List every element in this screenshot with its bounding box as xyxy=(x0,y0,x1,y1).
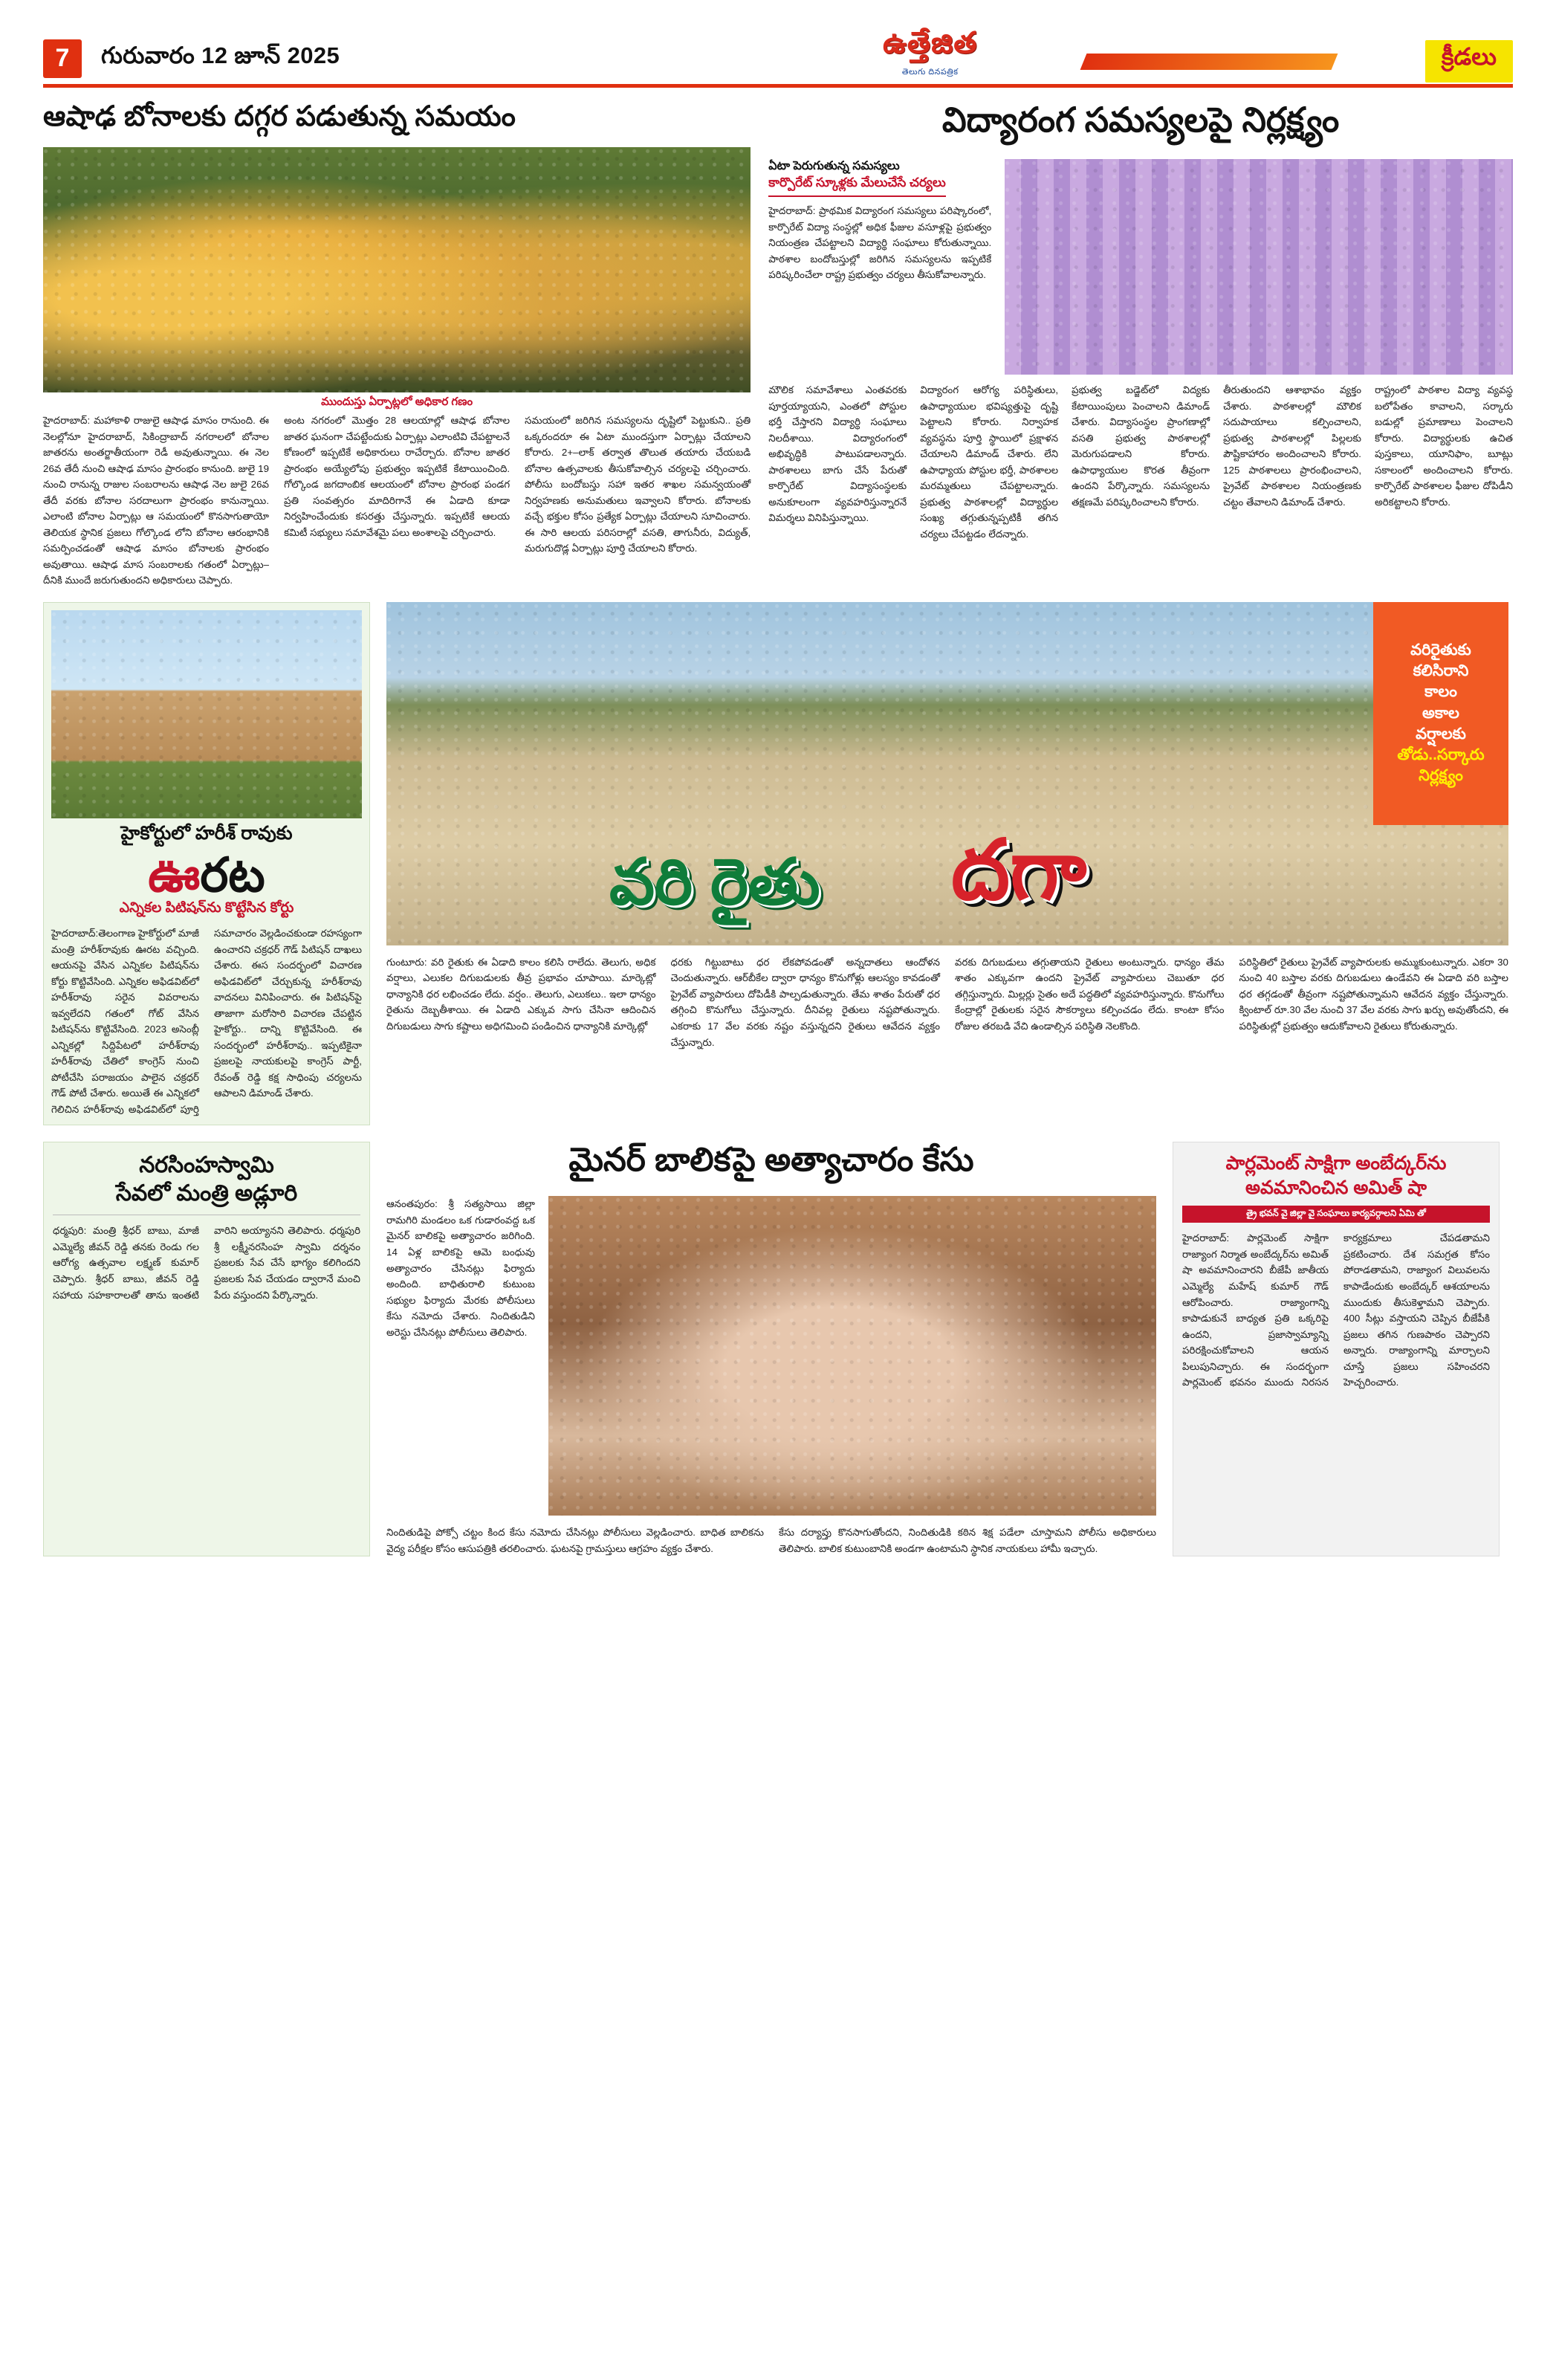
education-lead: హైదరాబాద్: ప్రాథమిక విద్యారంగ సమస్యలు పరిష్కారంలో, కార్పొరేట్ విద్యా సంస్థల్లో అధిక ఫీజుల వసూళ్లపై ప్రభుత్వం నియంత్రణ చేపట్టాలని విద్యార్థి సంఘాలు కోరుతున్నాయి. పాఠశాల బందోబస్తుల్లో జరిగిన సమస్యలను ఇప్పటికే పరిష్కరించేలా రాష్ట్ర ప్రభుత్వం చర్యలు తీసుకోవాలన్నారు. xyxy=(768,205,992,281)
logo-title: ఉత్తేజిత xyxy=(883,27,978,59)
farmer-sidebar xyxy=(1373,602,1508,825)
farmer-title-red: దగా xyxy=(951,823,1087,916)
story-farmer xyxy=(386,602,1508,1126)
section-label: క్రీడలు xyxy=(1425,40,1513,83)
harish-body: హైదరాబాద్:తెలంగాణ హైకోర్టులో మాజీ మంత్రి హరీశ్‌రావుకు ఊరట వచ్చింది. ఆయనపై వేసిన ఎన్నికల పిటిషన్‌ను కోర్టు కొట్టివేసింది. ఎన్నికల అఫిడవిట్‌లో హరీశ్‌రావు సరైన వివరాలను ఇవ్వలేదని గతంలో గోట్ వేసిన పిటిషన్‌ను కొట్టివేసింది. 2023 అసెంబ్లీ ఎన్నికల్లో సిద్దిపేటలో హరీశ్‌రావు హరీశ్‌రావు చేతిలో కాంగ్రెస్ నుంచి పోటీచేసి పరాజయం పాలైన చక్రధర్ గౌడ్ పోటీ చేశారు. అయితే ఈ ఎన్నికలో గెలిచిన హరీశ్‌రావు అఫిడవిట్‌లో పూర్తి సమాచారం వెల్లడించకుండా రహస్యంగా ఉంచారని చక్రధర్ గౌడ్ పిటిషన్ దాఖలు చేశారు. ఈస సందర్భంలో విచారణ అఫిడవిట్‌లో చేర్చుకున్న హరీశ్‌రావు వాదనలు వినిపించారు. ఈ పిటిషన్‌పై తాజాగా మరోసారి విచారణ చేపట్టిన హైకోర్టు.. దాన్ని కొట్టివేసింది. ఈ సందర్భంలో హరీశ్‌రావు.. ఇప్పటికైనా ప్రజలపై నాయకులపై కాంగ్రెస్ పార్టీ, రేవంత్ రెడ్డి కక్ష సాధింపు చర్యలను ఆపాలని డిమాండ్ చేశారు. xyxy=(51,928,362,1115)
story-minor xyxy=(386,1142,1156,1556)
farmer-col-3: వరకు దిగుబడులు తగ్గుతాయని రైతులు అంటున్నారు. ధాన్యం తేమ శాతం ఎక్కువగా ఉందని ప్రైవేట్ వ్యాపారులు చెబుతూ ధర తగ్గిస్తున్నారు. మిల్లర్లు సైతం అదే పద్ధతిలో వ్యవహరిస్తున్నారు. కొనుగోలు కేంద్రాల్లో రైతులకు సరైన సౌకర్యాలు కల్పించడం లేదు. కాంటా కోసం రోజుల తరబడి వేచి ఉండాల్సిన పరిస్థితి నెలకొంది. xyxy=(955,956,1225,1032)
story-bonalu xyxy=(43,97,751,589)
minor-photo xyxy=(548,1196,1156,1516)
top-stories-row xyxy=(43,97,1513,589)
harish-headline-part2: రట xyxy=(200,847,265,902)
farmer-sidebar-line-1: వరిరైతుకు xyxy=(1410,641,1471,659)
farmer-col-4: పరిస్థితిలో రైతులు ప్రైవేట్ వ్యాపారులకు అమ్ముకుంటున్నారు. ఎకరా 30 నుంచి 40 బస్తాల వరకు దిగుబడులు ఉండేవని ఈ ఏడాది వరి బస్తాల ధర తగ్గడంతో తీవ్రంగా నష్టపోతున్నామని ఆవేదన వ్యక్తం చేస్తున్నారు. క్వింటాల్ రూ.30 వేల నుంచి 37 వేల వరకు సాగు ఖర్చు అవుతోందని, ఈ పరిస్థితుల్లో ప్రభుత్వం ఆదుకోవాలని రైతులు కోరుతున్నారు. xyxy=(1239,956,1508,1032)
farmer-sidebar-line-2: కలిసిరాని xyxy=(1413,662,1469,680)
education-headline: విద్యారంగ సమస్యలపై నిర్లక్ష్యం xyxy=(941,100,1340,139)
education-col-2: విద్యారంగ ఆరోగ్య పరిస్థితులు, ఉపాధ్యాయుల భవిష్యత్తుపై దృష్టి పెట్టాలని కోరారు. నిర్వాహక వ్యవస్థను పూర్తి స్థాయిలో ప్రక్షాళన చేయాలని డిమాండ్ చేశారు. లేని ఉపాధ్యాయ పోస్టుల భర్తీ, పాఠశాలల మరమ్మతులు చేపట్టాలన్నారు. ప్రభుత్వ పాఠశాలల్లో విద్యార్థుల సంఖ్య తగ్గుతున్నప్పటికీ తగిన చర్యలు చేపట్టడం లేదన్నారు. xyxy=(920,384,1059,540)
bottom-stories-row xyxy=(43,1142,1513,1556)
story-minister xyxy=(43,1142,370,1556)
masthead xyxy=(43,27,1513,88)
newspaper-page xyxy=(0,27,1556,2380)
education-sub2: కార్పొరేట్ స్కూళ్లకు మేలుచేసే చర్యలు xyxy=(768,175,946,197)
minister-headline-line2: సేవలో మంత్రి అడ్లూరి xyxy=(115,1180,298,1206)
farmer-sidebar-line-5: వర్షాలకు xyxy=(1416,725,1466,743)
amit-body: హైదరాబాద్: పార్లమెంట్ సాక్షిగా రాజ్యాంగ నిర్మాత అంబేద్కర్‌ను అమిత్ షా అవమానించారని బీజేపీ జాతీయ ఎమ్మెల్యే మహేష్ కుమార్ గౌడ్ ఆరోపించారు. రాజ్యాంగాన్ని కాపాడుకునే బాధ్యత ప్రతి ఒక్కరిపై ఉందని, ప్రజాస్వామ్యాన్ని పరిరక్షించుకోవాలని ఆయన పిలుపునిచ్చారు. ఈ సందర్భంగా పార్లమెంట్ భవనం ముందు నిరసన కార్యక్రమాలు చేపడతామని ప్రకటించారు. దేశ సమగ్రత కోసం పోరాడతామని, రాజ్యాంగ విలువలను కాపాడేందుకు అంబేద్కర్ ఆశయాలను ముందుకు తీసుకెళ్తామని చెప్పారు. 400 సీట్లు వస్తాయని చెప్పిన బీజేపీకి ప్రజలు తగిన గుణపాఠం చెప్పారని అన్నారు. రాజ్యాంగాన్ని మార్చాలని చూస్తే ప్రజలు సహించరని హెచ్చరించారు. xyxy=(1182,1232,1490,1388)
farmer-banner xyxy=(386,602,1508,945)
farmer-title-green: వరి రైతు xyxy=(609,846,820,918)
education-intro xyxy=(768,159,991,375)
bonalu-photo xyxy=(43,147,751,392)
story-harish xyxy=(43,602,370,1126)
bonalu-col-3: సమయంలో జరిగిన సమస్యలను దృష్టిలో పెట్టుకుని.. ప్రతి ఒక్కరందరూ ఈ ఏటా ముందస్తుగా ఏర్పాట్లు చేయాలని కోరారు. 2+–లాక్ తర్వాత తొలుత తయారు చేయబడి బోనాల ఉత్సవాలకు తీసుకోవాల్సిన చర్యలపై చర్చించారు. పోలీసు బందోబస్తు సహా ఇతర శాఖల సమన్వయంతో నిర్వహణకు అనుమతులు ఇవ్వాలని కోరారు. బోనాలకు వచ్చే భక్తుల కోసం ప్రత్యేక ఏర్పాట్లు చేయాలని సూచించారు. ఈ సారి ఆలయ పరిసరాల్లో వసతి, తాగునీరు, విద్యుత్, మరుగుదొడ్ల ఏర్పాట్లు పూర్తి చేయాలని కోరారు. xyxy=(525,415,751,554)
farmer-sidebar-line-7: నిర్లక్ష్యం xyxy=(1419,767,1463,785)
minister-headline-line1: నరసింహస్వామి xyxy=(139,1153,274,1178)
farmer-sidebar-line-6: తోడు..సర్కారు xyxy=(1397,746,1485,764)
bonalu-col-1: హైదరాబాద్: మహాకాళి రాజులై ఆషాఢ మాసం రానుంది. ఈ నెలల్లోనూ హైదరాబాద్, సికింద్రాబాద్ నగరాలలో బోనాల జాతరను అంతర్జాతీయంగా రెడీ అవుతున్నాయి. ఈ నెల 26వ తేదీ నుంచి ఆషాఢ మాసం ప్రారంభం కానుంది. జులై 19 నుంచి రానున్న రాజుల సంబరాలను ఆషాఢ నెల జులై 26వ తేదీ వరకు బోనాల సరదాలుగా ప్రారంభం కానున్నాయి. ఎలాంటి బోనాల ఏర్పాట్లు ఆ సమయంలో కొనసాగుతాయో తెలియక స్థానిక ప్రజలు గోల్కొండ లోని బోనాల ఆరంభానికి సమర్పించడంతో ఆషాఢ మాసం బోనాలకు ప్రారంభం అవుతాయి. ఆషాఢ మాస సంబరాలకు గతంలో ఏర్పాట్లు– దీనికి ముందే జరుగుతుందని అధికారులు చెప్పారు. xyxy=(43,415,270,586)
amit-headline-line1: పార్లమెంట్ సాక్షిగా అంబేద్కర్‌ను xyxy=(1225,1153,1447,1174)
minor-col-1: నిందితుడిపై పోక్సో చట్టం కింద కేసు నమోదు చేసినట్లు పోలీసులు వెల్లడించారు. బాధిత బాలికను వైద్య పరీక్షల కోసం ఆసుపత్రికి తరలించారు. ఘటనపై గ్రామస్తులు ఆగ్రహం వ్యక్తం చేశారు. xyxy=(386,1527,764,1554)
amit-subhead: త్రై భవన్ వై జిల్లా వై సంఘాలు కార్యవర్గాలని ఏమి తో xyxy=(1182,1206,1490,1223)
bonalu-col-2: అంట నగరంలో మొత్తం 28 ఆలయాల్లో ఆషాఢ బోనాల జాతర ఘనంగా చేపట్టేందుకు ఏర్పాట్లు ఎలాంటివి చేపట్టాలనే కోణంలో ఇప్పటికే అధికారులు రాచేర్చారు. బోనాల జాతర ప్రారంభం అయ్యేలోపు ప్రభుత్వం ఇప్పటికే కేటాయించింది. గోల్కొండ జగదాంబిక ఆలయంలో బోనాల ప్రారంభ పండగ ప్రతి సంవత్సరం మాదిరిగానే ఈ ఏడాది కూడా నిర్వహించేందుకు కసరత్తు చేస్తున్నారు. ఇప్పటికే ఆలయ కమిటీ సభ్యులు సమావేశమై పలు అంశాలపై చర్చించారు. xyxy=(284,415,510,538)
harish-subhead: ఎన్నికల పిటిషన్‌ను కొట్టేసిన కోర్టు xyxy=(119,900,294,916)
farmer-photo xyxy=(386,602,1508,945)
story-amit-shah xyxy=(1173,1142,1500,1556)
minor-headline: మైనర్ బాలికపై అత్యాచారం కేసు xyxy=(568,1142,974,1179)
minister-headline xyxy=(53,1151,360,1207)
education-photo xyxy=(1005,159,1513,375)
minor-col-2: కేసు దర్యాప్తు కొనసాగుతోందని, నిందితుడికి కఠిన శిక్ష పడేలా చూస్తామని పోలీసు అధికారులు తెలిపారు. బాలిక కుటుంబానికి అండగా ఉంటామని స్థానిక నాయకులు హామీ ఇచ్చారు. xyxy=(779,1527,1156,1554)
amit-headline-line2: అవమానించిన అమిత్ షా xyxy=(1245,1177,1427,1198)
farmer-sidebar-line-3: కాలం xyxy=(1424,683,1457,701)
education-col-5: రాష్ట్రంలో పాఠశాల విద్యా వ్యవస్థ బలోపేతం కావాలని, సర్కారు బడుల్లో ప్రమాణాలు పెంచాలని కోరారు. విద్యార్థులకు ఉచిత పుస్తకాలు, యూనిఫాం, బూట్లు సకాలంలో అందించాలని కోరారు. కార్పొరేట్ పాఠశాలల ఫీజుల దోపిడీని అరికట్టాలని కోరారు. xyxy=(1375,384,1514,508)
farmer-sidebar-line-4: అకాల xyxy=(1422,704,1459,722)
minor-lead: ఆనంతపురం: శ్రీ సత్యసాయి జిల్లా రామగిరి మండలం ఒక గుడారంవద్ద ఒక మైనర్ బాలికపై అత్యాచారం జరిగింది. 14 ఏళ్ల బాలికపై ఆమె బంధువు అత్యాచారం చేసినట్లు ఫిర్యాదు అందింది. బాధితురాలి కుటుంబ సభ్యుల ఫిర్యాదు మేరకు పోలీసులు కేసు నమోదు చేశారు. నిందితుడిని అరెస్టు చేసినట్లు పోలీసులు తెలిపారు. xyxy=(386,1198,535,1338)
bonalu-headline: ఆషాఢ బోనాలకు దగ్గర పడుతున్న సమయం xyxy=(43,101,516,132)
amit-headline xyxy=(1182,1151,1490,1200)
minister-body-1: ధర్మపురి: మంత్రి శ్రీధర్ బాబు, మాజీ ఎమ్మెల్యే జీవన్ రెడ్డి తనకు రెండు గల ఆరోగ్య ఉత్సవాల లక్ష్మణ్ కుమార్ చెప్పారు. శ్రీధర్ బాబు, జీవన్ రెడ్డి సహాయ సహకారాలతో తాను ఇంతటి వారిని అయ్యానని తెలిపారు. ధర్మపురి శ్రీ లక్ష్మీనరసింహ స్వామి దర్శనం ప్రజలకు సేవ చేసే భాగ్యం కలిగిందని ప్రజలకు సేవ చేయడం ద్వారానే మంచి పేరు వస్తుందని పేర్కొన్నారు. xyxy=(53,1225,360,1301)
education-col-1: మౌలిక సమావేశాలు ఎంతవరకు పూర్తయ్యాయని, ఎంతలో పోస్టుల భర్తీ చేస్తారని విద్యార్థి సంఘాలు నిలదీశాయి. విద్యారంగంలో అభివృద్ధికి పాటుపడాలన్నారు. పాఠశాలలు బాగు చేసే పేరుతో కార్పొరేట్ విద్యాసంస్థలకు అనుకూలంగా వ్యవహరిస్తున్నారనే విమర్శలు వినిపిస్తున్నాయి. xyxy=(768,384,907,524)
farmer-col-2: ధరకు గిట్టుబాటు ధర లేకపోవడంతో అన్నదాతలు ఆందోళన చెందుతున్నారు. ఆర్‌బీకేల ద్వారా ధాన్యం కొనుగోళ్లు ఆలస్యం కావడంతో ప్రైవేట్ వ్యాపారులు దోపిడీకి పాల్పడుతున్నారు. తేమ శాతం పేరుతో ధర తగ్గించి కొనుగోలు చేస్తున్నారు. దీనివల్ల రైతులు నష్టపోతున్నారు. ఎకరాకు 17 వేల వరకు నష్టం వస్తున్నదని రైతులు ఆవేదన వ్యక్తం చేస్తున్నారు. xyxy=(670,956,940,1048)
newspaper-logo xyxy=(883,27,977,79)
harish-kicker: హైకోర్టులో హరీశ్ రావుకు xyxy=(120,822,293,844)
education-sub1: ఏటా పెరుగుతున్న సమస్యలు xyxy=(768,160,900,172)
harish-headline-part1: ఊ xyxy=(148,847,201,902)
masthead-date: గురువారం 12 జూన్ 2025 xyxy=(101,42,340,68)
middle-stories-row xyxy=(43,602,1513,1126)
logo-subtitle: తెలుగు దినపత్రిక xyxy=(901,68,959,77)
page-number: 7 xyxy=(43,39,82,78)
bonalu-photo-caption: ముందుస్తు ఏర్పాట్లలో అధికార గణం xyxy=(321,395,473,408)
story-education xyxy=(768,97,1513,589)
education-col-3: ప్రభుత్వ బడ్జెట్‌లో విద్యకు కేటాయింపులు పెంచాలని డిమాండ్ చేశారు. విద్యాసంస్థల ప్రాంగణాల్లో వసతి ప్రభుత్వ పాఠశాలల్లో మెరుగుపడాలని కోరారు. ఉపాధ్యాయుల కొరత తీవ్రంగా ఉందని పేర్కొన్నారు. సమస్యలను తక్షణమే పరిష్కరించాలని కోరారు. xyxy=(1072,384,1210,508)
masthead-stripe xyxy=(1080,54,1338,70)
high-court-photo xyxy=(51,610,362,818)
education-col-4: తీరుతుందని ఆశాభావం వ్యక్తం చేశారు. పాఠశాలల్లో మౌలిక సదుపాయాలు కల్పించాలని, ప్రభుత్వ పాఠశాలల్లో పిల్లలకు పౌష్టికాహారం అందించాలని కోరారు. 125 పాఠశాలలు ప్రారంభించాలని, ప్రైవేట్ పాఠశాలల నియంత్రణకు చట్టం తేవాలని డిమాండ్ చేశారు. xyxy=(1223,384,1362,508)
harish-headline xyxy=(51,847,362,902)
farmer-col-1: గుంటూరు: వరి రైతుకు ఈ ఏడాది కాలం కలిసి రాలేదు. తెలుగు, అధిక వర్షాలు, ఎలుకల దిగుబడులకు తీవ్ర ప్రభావం చూపాయి. మార్కెట్లో ధాన్యానికి ధర లభించడం లేదు. వర్షం.. తెలుగు, ఎలుకలు.. ఇలా ధాన్యం రైతును దెబ్బతీశాయి. ఈ ఏడాది ఎక్కువ సాగు చేసినా ఆదించిన దిగుబడులు సాగు కష్టాలు అధిగమించి పండించిన ధాన్యానికి మార్కెట్లో xyxy=(386,956,656,1032)
